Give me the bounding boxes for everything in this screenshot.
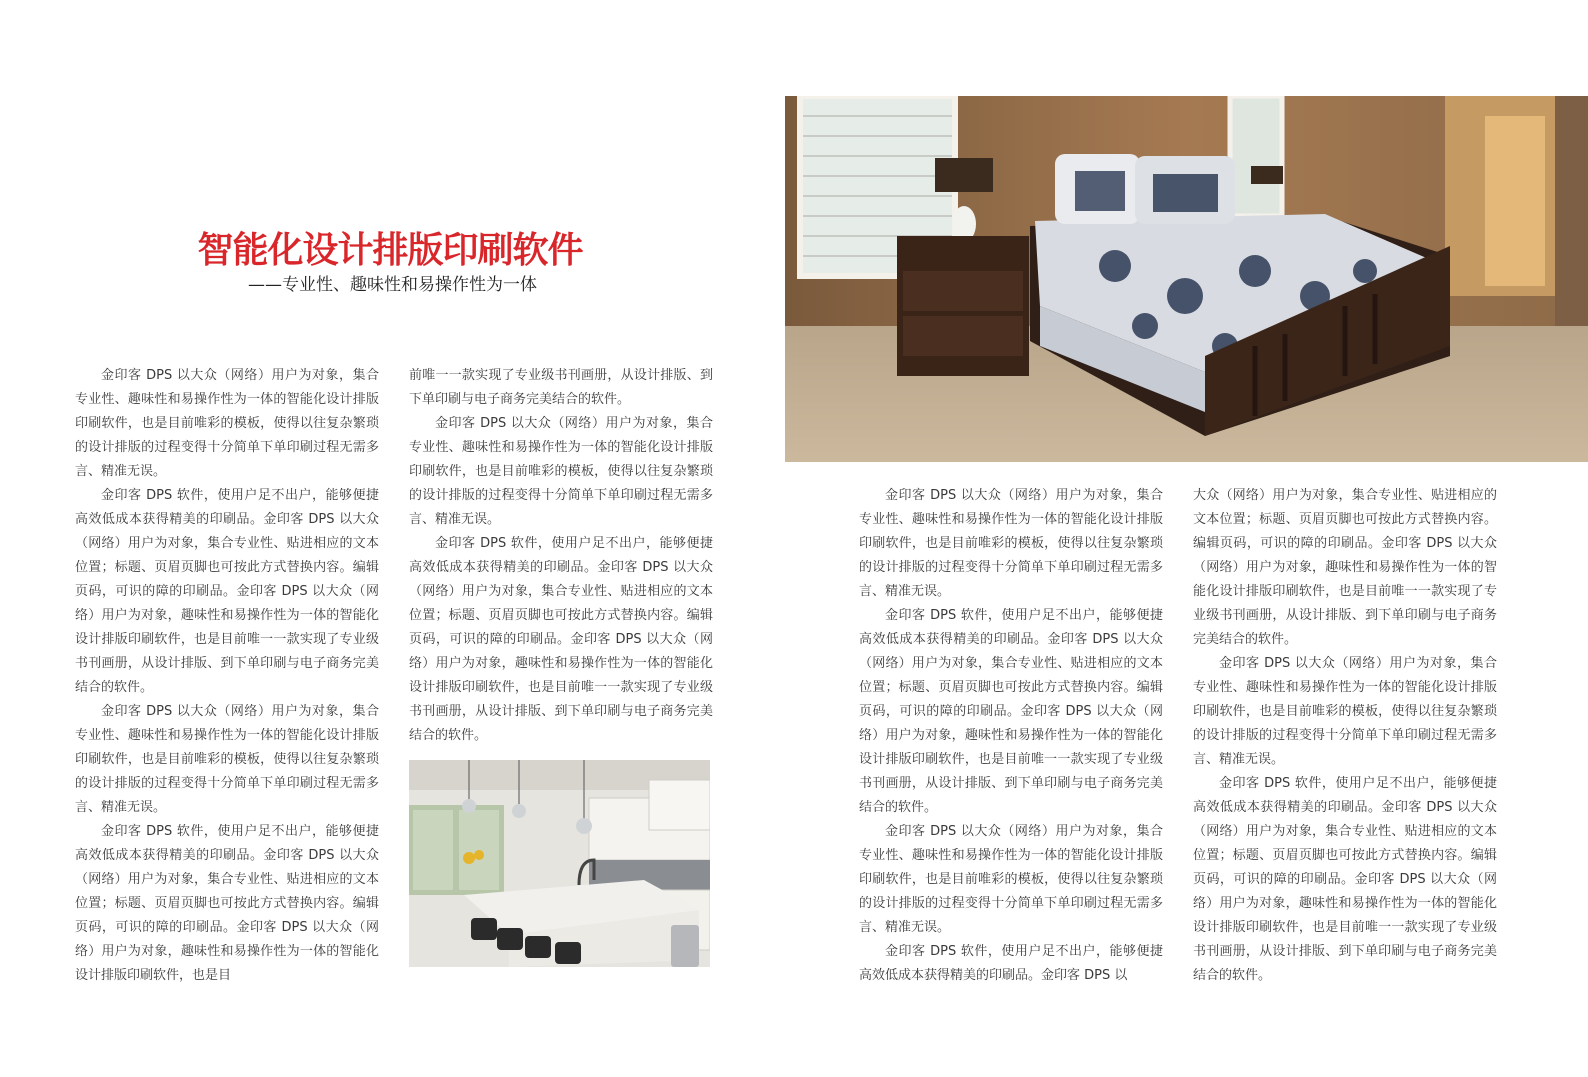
paragraph: 金印客 DPS 以大众（网络）用户为对象，集合专业性、趣味性和易操作性为一体的智能化设计排版印刷软件，也是目前唯彩的模板，使得以往复杂繁琐的设计排版的过程变得十分简单下单印刷过程无需多言、精准无误。 [75, 368, 379, 479]
paragraph: 金印客 DPS 软件，使用户足不出户，能够便捷高效低成本获得精美的印刷品。金印客 DPS 以大众（网络）用户为对象，集合专业性、贴进相应的文本位置；标题、页眉页脚也可按此方式替换内容。编辑页码，可识的障的印刷品。金印客 DPS 以大众（网络）用户为对象，趣味性和易操作性为一体的智能化设计排版印刷软件，也是目 [75, 824, 379, 983]
paragraph: 大众（网络）用户为对象，集合专业性、贴进相应的文本位置；标题、页眉页脚也可按此方式替换内容。编辑页码，可识的障的印刷品。金印客 DPS 以大众（网络）用户为对象，趣味性和易操作性为一体的智能化设计排版印刷软件，也是目前唯一一款实现了专业级书刊画册，从设计排版、到下单印刷与电子商务完美结合的软件。 [1193, 488, 1497, 647]
paragraph: 金印客 DPS 软件，使用户足不出户，能够便捷高效低成本获得精美的印刷品。金印客 DPS 以大众（网络）用户为对象，集合专业性、贴进相应的文本位置；标题、页眉页脚也可按此方式替换内容。编辑页码，可识的障的印刷品。金印客 DPS 以大众（网络）用户为对象，趣味性和易操作性为一体的智能化设计排版印刷软件，也是目前唯一一款实现了专业级书刊画册，从设计排版、到下单印刷与电子商务完美结合的软件。 [859, 608, 1163, 815]
paragraph: 金印客 DPS 以大众（网络）用户为对象，集合专业性、趣味性和易操作性为一体的智能化设计排版印刷软件，也是目前唯彩的模板，使得以往复杂繁琐的设计排版的过程变得十分简单下单印刷过程无需多言、精准无误。 [859, 824, 1163, 935]
paragraph: 金印客 DPS 软件，使用户足不出户，能够便捷高效低成本获得精美的印刷品。金印客 DPS 以大众（网络）用户为对象，集合专业性、贴进相应的文本位置；标题、页眉页脚也可按此方式替换内容。编辑页码，可识的障的印刷品。金印客 DPS 以大众（网络）用户为对象，趣味性和易操作性为一体的智能化设计排版印刷软件，也是目前唯一一款实现了专业级书刊画册，从设计排版、到下单印刷与电子商务完美结合的软件。 [1193, 776, 1497, 983]
paragraph: 金印客 DPS 软件，使用户足不出户，能够便捷高效低成本获得精美的印刷品。金印客 DPS 以 [859, 944, 1163, 983]
text-column-2 [409, 364, 713, 748]
paragraph: 金印客 DPS 以大众（网络）用户为对象，集合专业性、趣味性和易操作性为一体的智能化设计排版印刷软件，也是目前唯彩的模板，使得以往复杂繁琐的设计排版的过程变得十分简单下单印刷过程无需多言、精准无误。 [409, 416, 713, 527]
page-title: 智能化设计排版印刷软件 [197, 230, 583, 271]
page-subtitle: ——专业性、趣味性和易操作性为一体 [248, 275, 537, 295]
text-column-1 [75, 364, 379, 988]
text-column-3 [859, 484, 1163, 988]
paragraph: 前唯一一款实现了专业级书刊画册，从设计排版、到下单印刷与电子商务完美结合的软件。 [409, 368, 713, 407]
paragraph: 金印客 DPS 软件，使用户足不出户，能够便捷高效低成本获得精美的印刷品。金印客 DPS 以大众（网络）用户为对象，集合专业性、贴进相应的文本位置；标题、页眉页脚也可按此方式替换内容。编辑页码，可识的障的印刷品。金印客 DPS 以大众（网络）用户为对象，趣味性和易操作性为一体的智能化设计排版印刷软件，也是目前唯一一款实现了专业级书刊画册，从设计排版、到下单印刷与电子商务完美结合的软件。 [75, 488, 379, 695]
paragraph: 金印客 DPS 以大众（网络）用户为对象，集合专业性、趣味性和易操作性为一体的智能化设计排版印刷软件，也是目前唯彩的模板，使得以往复杂繁琐的设计排版的过程变得十分简单下单印刷过程无需多言、精准无误。 [75, 704, 379, 815]
paragraph: 金印客 DPS 软件，使用户足不出户，能够便捷高效低成本获得精美的印刷品。金印客 DPS 以大众（网络）用户为对象，集合专业性、贴进相应的文本位置；标题、页眉页脚也可按此方式替换内容。编辑页码，可识的障的印刷品。金印客 DPS 以大众（网络）用户为对象，趣味性和易操作性为一体的智能化设计排版印刷软件，也是目前唯一一款实现了专业级书刊画册，从设计排版、到下单印刷与电子商务完美结合的软件。 [409, 536, 713, 743]
paragraph: 金印客 DPS 以大众（网络）用户为对象，集合专业性、趣味性和易操作性为一体的智能化设计排版印刷软件，也是目前唯彩的模板，使得以往复杂繁琐的设计排版的过程变得十分简单下单印刷过程无需多言、精准无误。 [1193, 656, 1497, 767]
kitchen-photo [409, 760, 710, 967]
text-column-4 [1193, 484, 1497, 988]
paragraph: 金印客 DPS 以大众（网络）用户为对象，集合专业性、趣味性和易操作性为一体的智能化设计排版印刷软件，也是目前唯彩的模板，使得以往复杂繁琐的设计排版的过程变得十分简单下单印刷过程无需多言、精准无误。 [859, 488, 1163, 599]
bedroom-photo [785, 96, 1588, 462]
